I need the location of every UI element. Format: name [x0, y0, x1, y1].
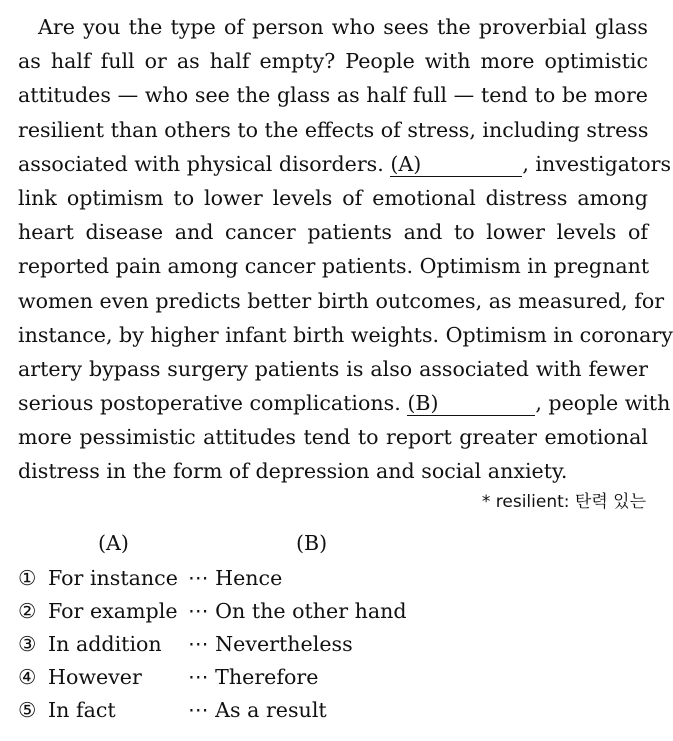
option-number: ② — [18, 599, 37, 623]
passage-line: resilient than others to the effects of stress, including stress — [18, 117, 649, 142]
answer-header-b: (B) — [296, 531, 328, 555]
option-b: ⋯ As a result — [188, 698, 327, 722]
passage-line: attitudes — who see the glass as half full — tend to be more — [18, 83, 648, 108]
passage-line: link optimism to lower levels of emotional distress among — [18, 185, 648, 210]
passage-line: artery bypass surgery patients is also associated with fewer — [18, 356, 648, 381]
passage-line: reported pain among cancer patients. Optimism in pregnant — [18, 254, 650, 279]
option-a: However — [48, 665, 142, 689]
passage-line: instance, by higher infant birth weights. Optimism in coronary — [18, 322, 673, 347]
passage-text: serious postoperative complications. — [18, 391, 401, 416]
option-a: In addition — [48, 632, 162, 656]
option-b: ⋯ Hence — [188, 566, 283, 590]
option-number: ⑤ — [18, 698, 37, 722]
passage-line: as half full or as half empty? People with more optimistic — [18, 49, 648, 74]
option-b: ⋯ On the other hand — [188, 599, 407, 623]
footnote: * resilient: 탄력 있는 — [481, 492, 646, 512]
passage-line: heart disease and cancer patients and to lower levels of — [18, 220, 648, 245]
passage-line: distress in the form of depression and social anxiety. — [18, 459, 568, 484]
passage-line-blank-a — [18, 147, 672, 181]
option-b: ⋯ Therefore — [188, 665, 319, 689]
blank-a: (A) — [390, 152, 522, 177]
passage-text: associated with physical disorders. — [18, 151, 384, 176]
passage-text: , investigators — [522, 151, 672, 176]
passage-text: , people with — [535, 391, 671, 416]
option-b: ⋯ Nevertheless — [188, 632, 353, 656]
blank-b: (B) — [407, 391, 535, 416]
option-a: For instance — [48, 566, 178, 590]
option-a: In fact — [48, 698, 116, 722]
passage-line: more pessimistic attitudes tend to report greater emotional — [18, 425, 648, 450]
option-number: ① — [18, 566, 37, 590]
passage-line: women even predicts better birth outcomes, as measured, for — [18, 288, 665, 313]
passage-line: Are you the type of person who sees the proverbial glass — [38, 15, 648, 39]
option-number: ③ — [18, 632, 37, 656]
passage-line-blank-b — [18, 386, 671, 420]
answer-header-a: (A) — [98, 531, 129, 555]
option-number: ④ — [18, 665, 37, 689]
passage — [18, 10, 673, 489]
option-a: For example — [48, 599, 178, 623]
